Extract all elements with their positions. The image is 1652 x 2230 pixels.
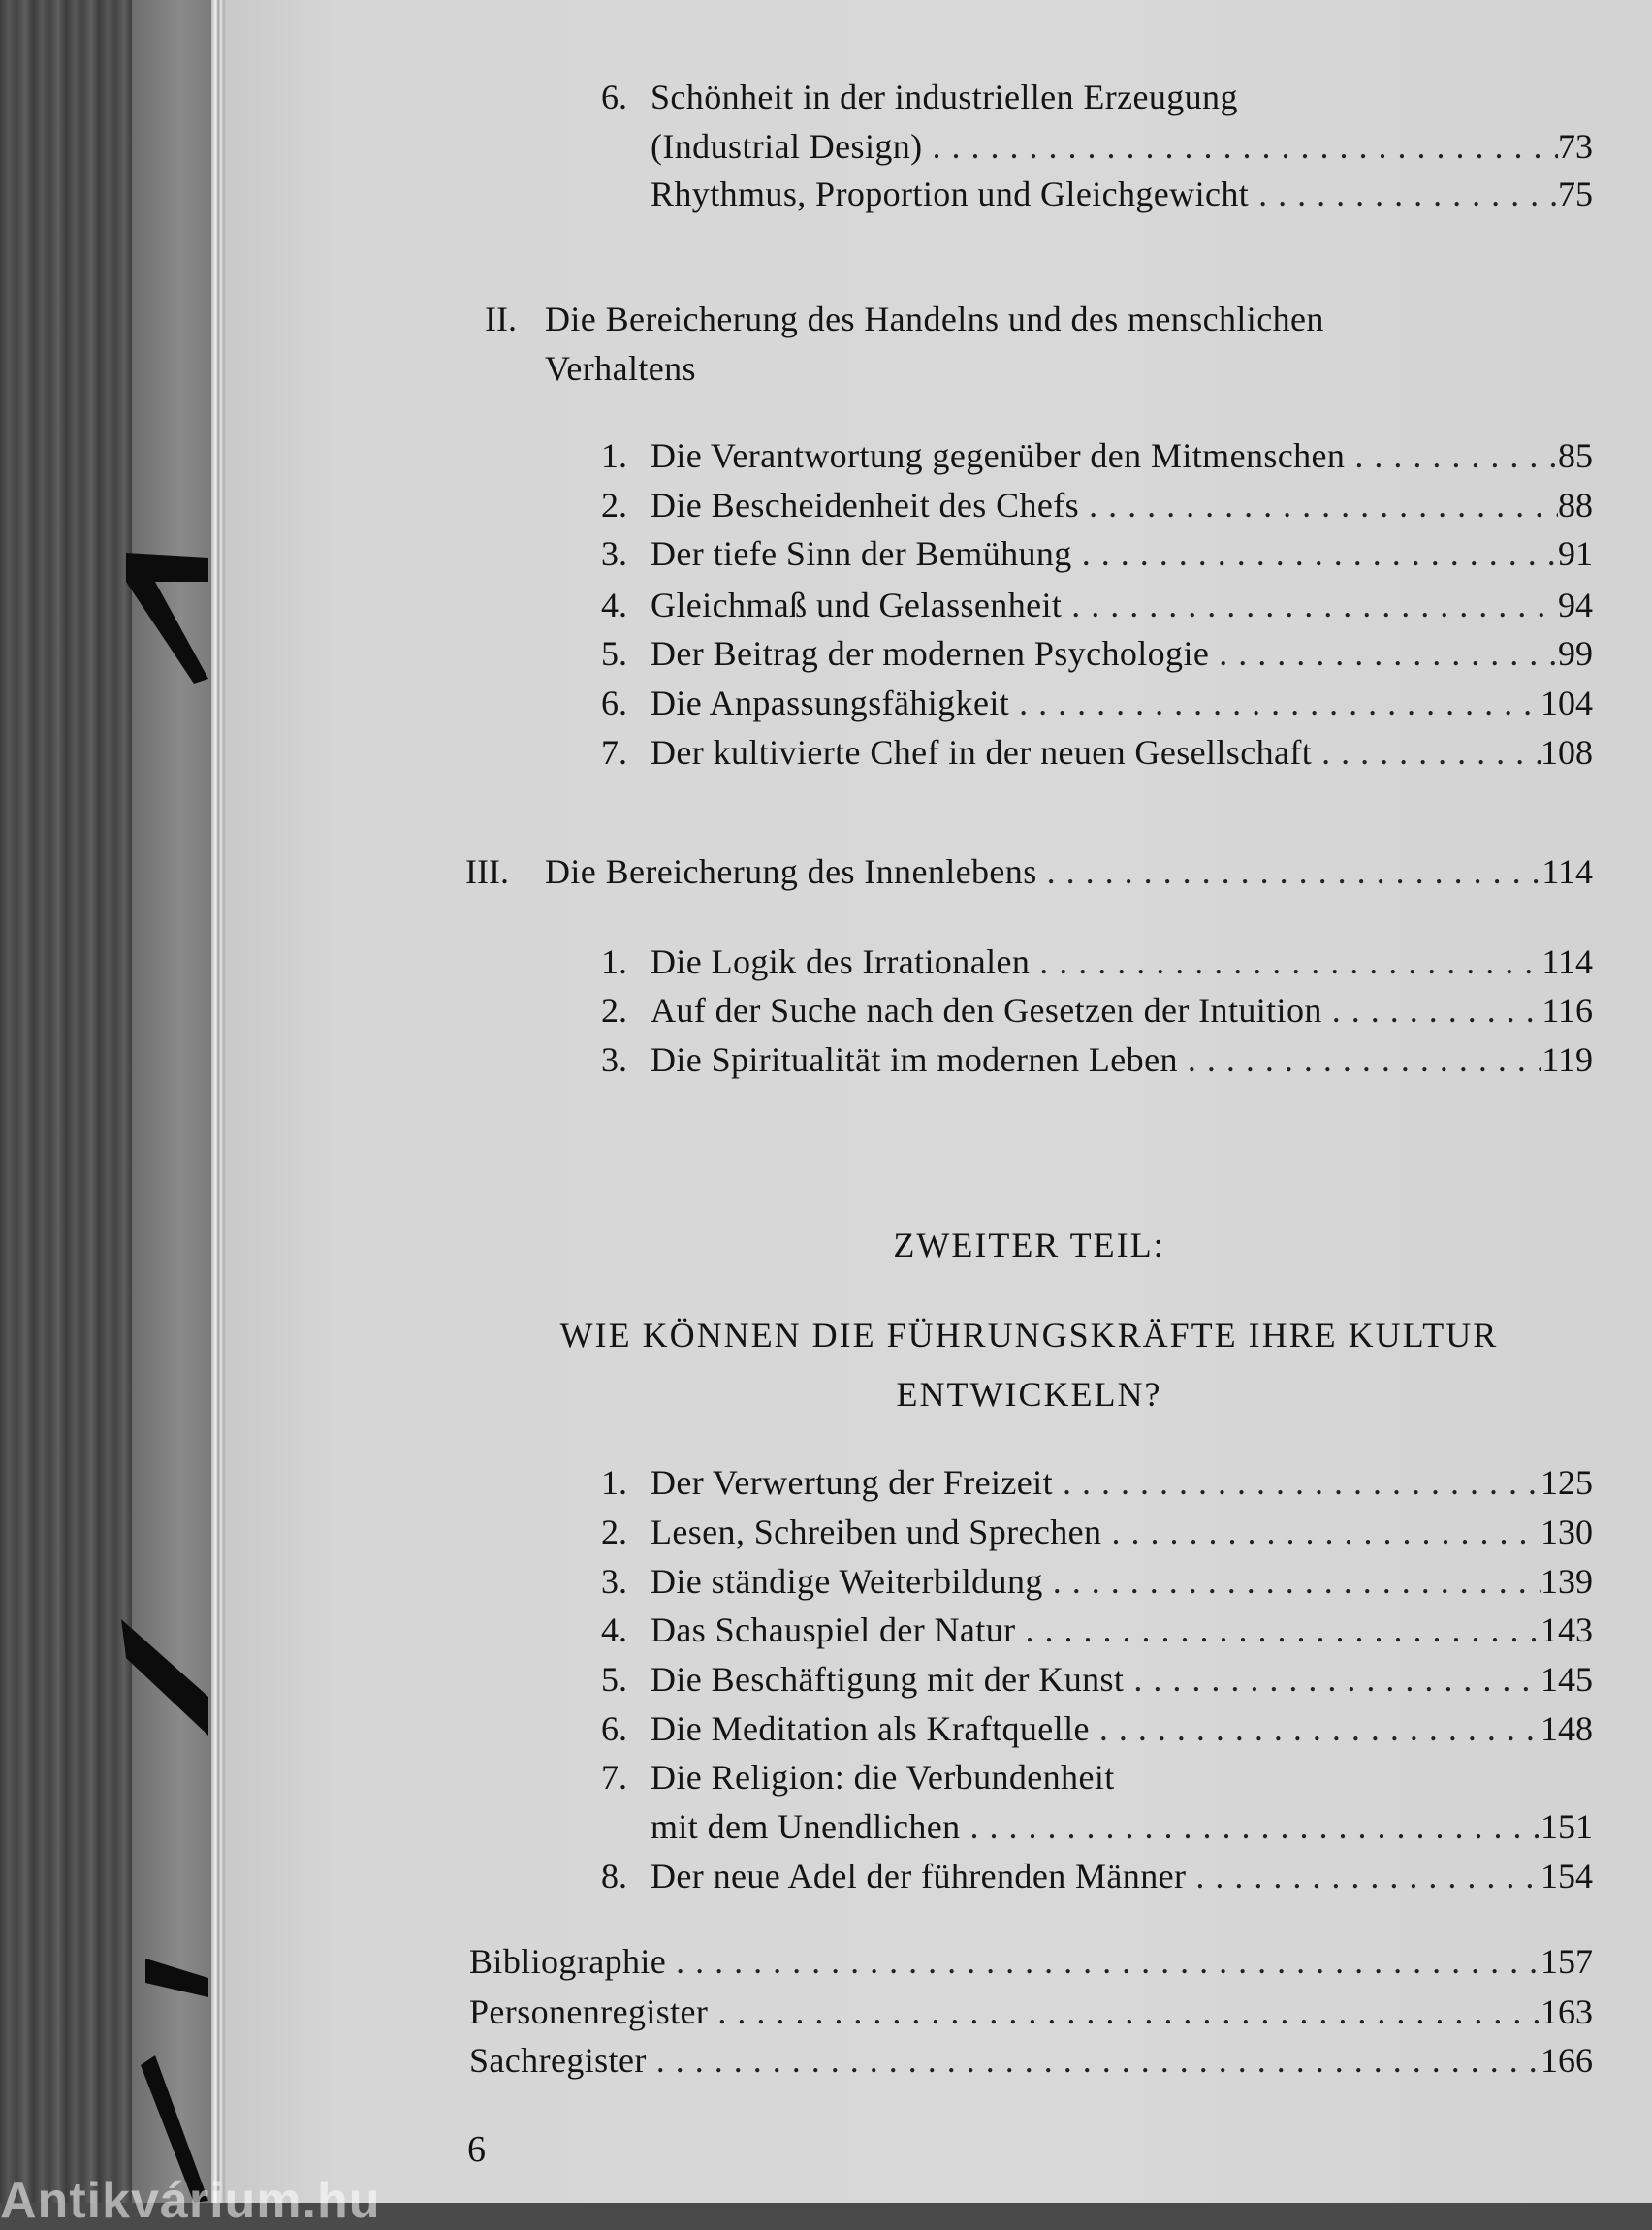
toc-entry	[0, 1458, 1652, 1507]
part-label: ZWEITER TEIL:	[893, 1226, 1165, 1264]
page-number: 6	[467, 2129, 486, 2170]
dot-leader	[1209, 629, 1558, 678]
entry-number: 4.	[601, 1610, 627, 1649]
toc-entry	[0, 728, 1652, 777]
entry-title: Auf der Suche nach den Gesetzen der Intuition	[651, 991, 1322, 1030]
toc-entry	[0, 170, 1652, 218]
entry-number: 3.	[601, 1562, 627, 1601]
entry-title: (Industrial Design)	[651, 127, 923, 166]
entry-title: Der Beitrag der modernen Psychologie	[651, 634, 1210, 673]
entry-number: 1.	[601, 942, 627, 981]
toc-entry	[0, 1704, 1652, 1753]
watermark: Antikvárium.hu	[0, 2173, 381, 2229]
entry-page: 94	[1558, 586, 1593, 624]
entry-title: mit dem Unendlichen	[651, 1807, 961, 1846]
dot-leader	[1249, 170, 1558, 218]
entry-page: 73	[1558, 127, 1593, 166]
entry-number: 3.	[601, 1040, 627, 1079]
entry-title: Die Beschäftigung mit der Kunst	[651, 1660, 1125, 1699]
dot-leader	[923, 122, 1558, 171]
dot-leader	[1016, 1606, 1541, 1654]
dot-leader	[1037, 847, 1542, 896]
entry-page: 114	[1541, 852, 1593, 891]
toc-entry	[0, 1852, 1652, 1900]
dot-leader	[1312, 728, 1541, 777]
entry-title: Die Bescheidenheit des Chefs	[651, 486, 1080, 525]
entry-number: 6.	[601, 1709, 627, 1748]
entry-page: 157	[1541, 1942, 1593, 1981]
appendix-entry	[0, 1937, 1652, 1986]
entry-number: II.	[485, 300, 517, 338]
entry-number: 7.	[601, 733, 627, 772]
entry-title: Verhaltens	[545, 349, 696, 388]
entry-page: 154	[1541, 1857, 1593, 1896]
dot-leader	[1079, 481, 1558, 529]
entry-page: 139	[1541, 1562, 1593, 1601]
entry-number: 4.	[601, 586, 627, 624]
entry-number: 1.	[601, 436, 627, 475]
dot-leader	[1072, 529, 1558, 578]
entry-page: 99	[1558, 634, 1593, 673]
dot-leader	[1090, 1704, 1541, 1753]
entry-page: 125	[1541, 1463, 1593, 1502]
entry-title: Der tiefe Sinn der Bemühung	[651, 534, 1072, 573]
toc-entry	[0, 679, 1652, 727]
entry-title: Der neue Adel der führenden Männer	[651, 1857, 1187, 1896]
entry-title: Das Schauspiel der Natur	[651, 1610, 1016, 1649]
part-title-continuation: ENTWICKELN?	[896, 1375, 1162, 1414]
entry-page: 116	[1541, 991, 1593, 1030]
dot-leader	[1178, 1035, 1541, 1084]
section-heading-continuation	[0, 344, 1652, 393]
entry-number: 2.	[601, 1513, 627, 1551]
dot-leader	[961, 1802, 1541, 1851]
dot-leader	[1345, 431, 1558, 480]
toc-entry	[0, 431, 1652, 480]
toc-entry	[0, 938, 1652, 986]
entry-title: Bibliographie	[469, 1942, 667, 1981]
toc-entry	[0, 481, 1652, 529]
dot-leader	[1053, 1458, 1541, 1507]
dot-leader	[1043, 1557, 1541, 1606]
entry-title: Die ständige Weiterbildung	[651, 1562, 1043, 1601]
toc-entry	[0, 1606, 1652, 1654]
entry-page: 75	[1558, 175, 1593, 213]
entry-number: III.	[465, 852, 509, 891]
entry-title: Die Bereicherung des Innenlebens	[545, 852, 1037, 891]
entry-title: Gleichmaß und Gelassenheit	[651, 586, 1063, 624]
entry-page: 145	[1541, 1660, 1593, 1699]
toc-entry	[0, 581, 1652, 629]
entry-page: 114	[1541, 942, 1593, 981]
entry-title: Die Verantwortung gegenüber den Mitmenschen	[651, 436, 1346, 475]
appendix-entry	[0, 2036, 1652, 2085]
section-heading	[0, 847, 1652, 896]
dot-leader	[1124, 1655, 1541, 1704]
toc-entry	[0, 529, 1652, 578]
section-heading	[0, 295, 1652, 343]
entry-title: Die Meditation als Kraftquelle	[651, 1709, 1090, 1748]
entry-number: 2.	[601, 486, 627, 525]
entry-page: 130	[1541, 1513, 1593, 1551]
toc-entry-continuation	[0, 1802, 1652, 1851]
dot-leader	[1322, 986, 1542, 1035]
dot-leader	[647, 2036, 1541, 2085]
entry-page: 163	[1541, 1992, 1593, 2031]
toc-entry	[0, 629, 1652, 678]
dot-leader	[666, 1937, 1541, 1986]
entry-title: Personenregister	[469, 1992, 709, 2031]
entry-title: Die Religion: die Verbundenheit	[651, 1758, 1115, 1797]
entry-page: 148	[1541, 1709, 1593, 1748]
entry-number: 2.	[601, 991, 627, 1030]
entry-title: Die Anpassungsfähigkeit	[651, 684, 1010, 722]
entry-title: Rhythmus, Proportion und Gleichgewicht	[651, 175, 1250, 213]
entry-page: 108	[1541, 733, 1593, 772]
toc-entry	[0, 1035, 1652, 1084]
entry-page: 85	[1558, 436, 1593, 475]
entry-number: 8.	[601, 1857, 627, 1896]
dot-leader	[1062, 581, 1558, 629]
toc-entry	[0, 1557, 1652, 1606]
entry-title: Der Verwertung der Freizeit	[651, 1463, 1053, 1502]
entry-number: 3.	[601, 534, 627, 573]
entry-title: Sachregister	[469, 2041, 647, 2080]
entry-page: 91	[1558, 534, 1593, 573]
toc-entry	[0, 1753, 1652, 1801]
entry-title: Die Spiritualität im modernen Leben	[651, 1040, 1178, 1079]
entry-page: 88	[1558, 486, 1593, 525]
entry-page: 119	[1541, 1040, 1593, 1079]
entry-number: 5.	[601, 634, 627, 673]
part-title: WIE KÖNNEN DIE FÜHRUNGSKRÄFTE IHRE KULTUR	[559, 1316, 1499, 1354]
dot-leader	[1030, 938, 1541, 986]
appendix-entry	[0, 1988, 1652, 2036]
entry-number: 5.	[601, 1660, 627, 1699]
dot-leader	[1009, 679, 1541, 727]
dot-leader	[1186, 1852, 1541, 1900]
entry-page: 151	[1541, 1807, 1593, 1846]
dot-leader	[708, 1988, 1541, 2036]
entry-title: Die Bereicherung des Handelns und des menschlichen	[545, 300, 1324, 338]
toc-entry	[0, 986, 1652, 1035]
entry-title: Der kultivierte Chef in der neuen Gesellschaft	[651, 733, 1313, 772]
entry-number: 7.	[601, 1758, 627, 1797]
toc-entry	[0, 1508, 1652, 1556]
entry-page: 143	[1541, 1610, 1593, 1649]
toc-entry	[0, 73, 1652, 121]
entry-title: Lesen, Schreiben und Sprechen	[651, 1513, 1102, 1551]
dot-leader	[1101, 1508, 1541, 1556]
entry-page: 166	[1541, 2041, 1593, 2080]
entry-number: 6.	[601, 78, 627, 116]
entry-title: Die Logik des Irrationalen	[651, 942, 1031, 981]
toc-entry-continuation	[0, 122, 1652, 171]
entry-number: 1.	[601, 1463, 627, 1502]
entry-title: Schönheit in der industriellen Erzeugung	[651, 78, 1238, 116]
entry-page: 104	[1541, 684, 1593, 722]
entry-number: 6.	[601, 684, 627, 722]
toc-entry	[0, 1655, 1652, 1704]
